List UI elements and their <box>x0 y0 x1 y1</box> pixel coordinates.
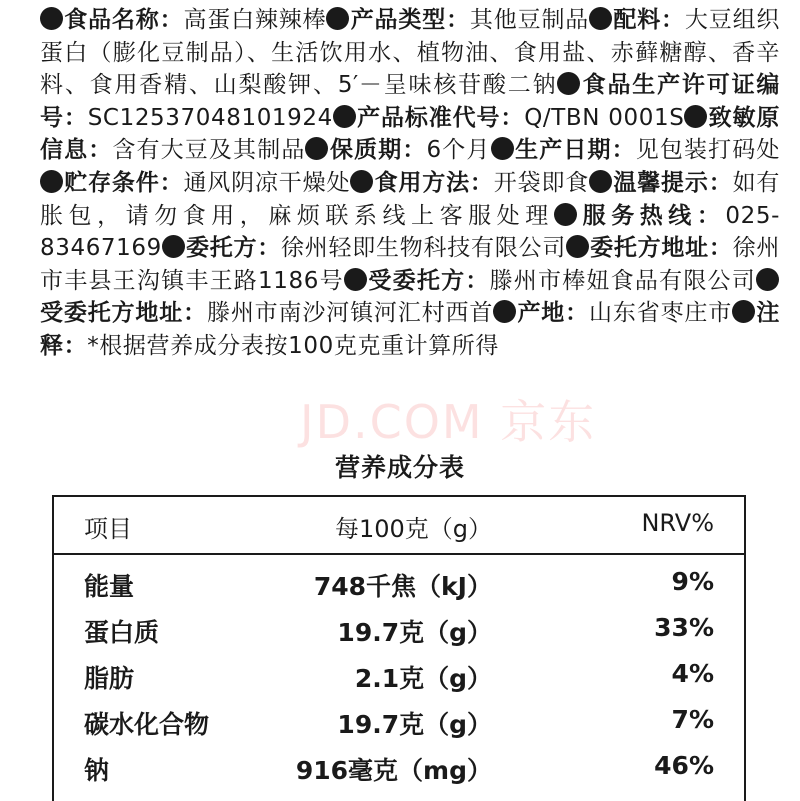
field-key: 食品名称： <box>64 7 184 33</box>
field-key: 注释： <box>40 300 780 359</box>
field-value: 含有大豆及其制品 <box>112 137 306 164</box>
product-info-text <box>40 4 780 363</box>
row-nrv: 46% <box>654 751 714 780</box>
field-value: 高蛋白辣辣棒 <box>183 7 327 33</box>
bullet-icon <box>350 170 373 193</box>
bullet-icon <box>756 268 779 291</box>
field-value: 通风阴凉干燥处 <box>183 169 351 196</box>
table-header-row <box>54 497 744 555</box>
field-key: 委托方： <box>185 235 282 262</box>
field-key: 温馨提示： <box>613 169 733 196</box>
bullet-icon <box>326 7 349 30</box>
bullet-icon <box>557 72 580 95</box>
bullet-icon <box>40 170 63 193</box>
field-key: 致敏原信息： <box>40 104 780 164</box>
field-value: 徐州轻即生物科技有限公司 <box>281 235 566 262</box>
field-key: 受委托方： <box>367 267 490 294</box>
header-item: 项目 <box>84 515 132 543</box>
bullet-icon <box>305 137 328 160</box>
bullet-icon <box>684 105 707 128</box>
field-value: *根据营养成分表按100克克重计算所得 <box>87 332 500 359</box>
table-row <box>54 607 744 653</box>
field-key: 产地： <box>517 300 590 327</box>
row-nrv: 9% <box>671 567 714 596</box>
bullet-icon <box>732 300 755 323</box>
field-value: 滕州市南沙河镇河汇村西首 <box>206 300 494 327</box>
field-key: 贮存条件： <box>64 169 184 196</box>
row-per100: 916毫克（mg） <box>295 756 492 785</box>
field-key: 受委托方地址： <box>40 300 207 327</box>
bullet-icon <box>493 300 516 323</box>
table-row <box>54 699 744 745</box>
row-item: 能量 <box>84 572 135 601</box>
nutrition-table <box>52 495 746 801</box>
field-key: 食用方法： <box>374 169 494 196</box>
field-key: 保质期： <box>329 137 427 164</box>
table-row <box>54 653 744 699</box>
field-key: 产品标准代号： <box>356 104 525 131</box>
row-per100: 748千焦（kJ） <box>313 572 492 601</box>
field-key: 配料： <box>613 7 685 33</box>
field-value: 徐州市丰县王沟镇丰王路1186号 <box>40 235 780 294</box>
nutrition-table-title: 营养成分表 <box>334 453 465 482</box>
bullet-icon <box>589 7 612 30</box>
watermark: JD.COM 京东 <box>300 395 597 449</box>
field-value: 025-83467169 <box>40 202 780 262</box>
field-key: 产品类型： <box>350 7 470 33</box>
row-nrv: 7% <box>671 705 714 734</box>
row-nrv: 4% <box>671 659 714 688</box>
row-nrv: 33% <box>654 613 714 642</box>
row-per100: 19.7克（g） <box>337 710 492 739</box>
field-value: 山东省枣庄市 <box>589 300 733 327</box>
bullet-icon <box>162 235 185 258</box>
row-item: 脂肪 <box>84 664 135 693</box>
field-value: 大豆组织蛋白（膨化豆制品）、生活饮用水、植物油、食用盐、赤藓糖醇、香辛料、食用香精、山梨酸钾、5′－呈味核苷酸二钠 <box>40 7 781 99</box>
field-key: 服务热线： <box>577 202 726 229</box>
field-value: SC12537048101924 <box>87 104 333 131</box>
field-value: 如有胀包，请勿食用，麻烦联系线上客服处理 <box>40 169 781 229</box>
field-value: 开袋即食 <box>493 169 590 196</box>
row-item: 蛋白质 <box>84 618 160 647</box>
row-item: 碳水化合物 <box>84 710 210 739</box>
bullet-icon <box>589 170 612 193</box>
row-item: 钠 <box>84 756 110 785</box>
bullet-icon <box>566 235 589 258</box>
bullet-icon <box>344 268 367 291</box>
field-key: 食品生产许可证编号： <box>40 72 780 131</box>
field-value: 其他豆制品 <box>469 7 590 33</box>
header-nrv: NRV% <box>641 509 714 537</box>
field-value: Q/TBN 0001S <box>524 104 685 131</box>
field-key: 生产日期： <box>514 137 636 164</box>
bullet-icon <box>333 105 356 128</box>
field-value: 见包装打码处 <box>635 137 780 164</box>
field-value: 6个月 <box>426 137 491 164</box>
field-value: 滕州市棒妞食品有限公司 <box>489 267 757 294</box>
bullet-icon <box>40 7 63 30</box>
row-per100: 19.7克（g） <box>337 618 492 647</box>
bullet-icon <box>491 137 514 160</box>
table-row <box>54 745 744 791</box>
header-per100: 每100克（g） <box>334 515 492 543</box>
bullet-icon <box>554 203 577 226</box>
row-per100: 2.1克（g） <box>354 664 492 693</box>
table-row <box>54 561 744 607</box>
field-key: 委托方地址： <box>590 235 733 262</box>
